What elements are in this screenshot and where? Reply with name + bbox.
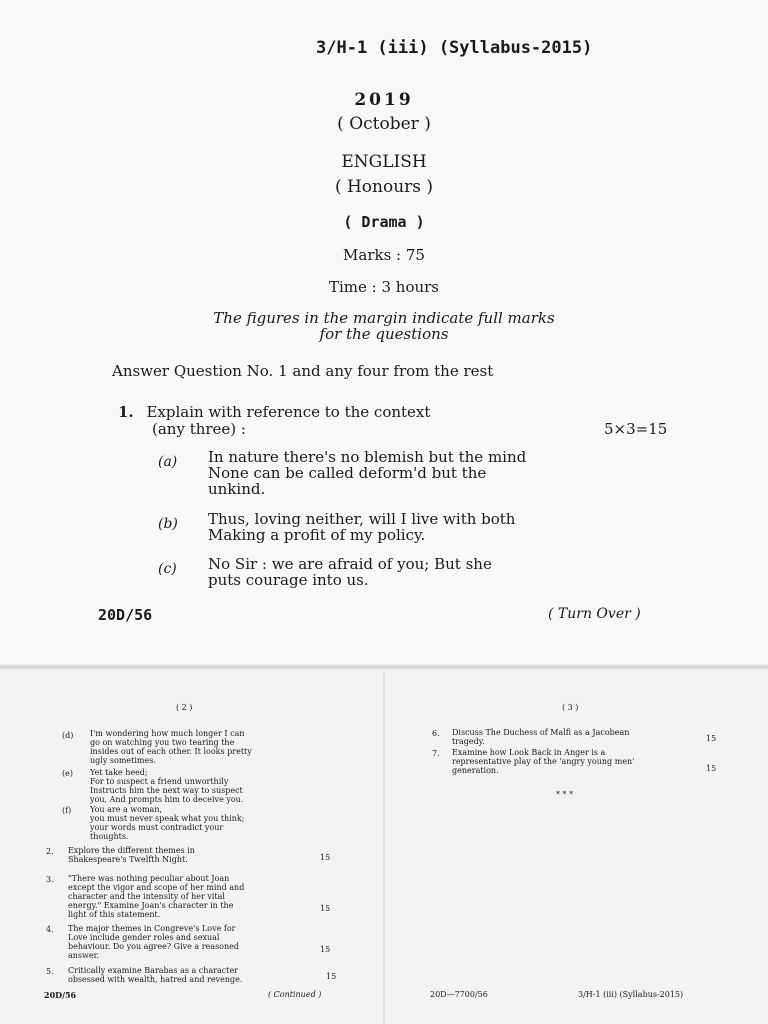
question-7-marks: 15 bbox=[706, 764, 717, 773]
total-marks: Marks : 75 bbox=[343, 246, 425, 264]
option-line: None can be called deform'd but the bbox=[208, 464, 487, 482]
question-5-marks: 15 bbox=[326, 972, 337, 981]
option-c bbox=[158, 555, 492, 589]
honours-label: ( Honours ) bbox=[334, 177, 434, 197]
option-b bbox=[158, 510, 516, 544]
page-number-2: ( 2 ) bbox=[176, 703, 193, 712]
paper-name: ( Drama ) bbox=[343, 213, 425, 231]
exam-time: Time : 3 hours bbox=[328, 278, 440, 296]
option-d: I'm wondering how much longer I can go on watching you two tearing the insides out of each other. It looks pretty ugly sometimes. bbox=[90, 729, 252, 765]
question-text: Explain with reference to the context bbox=[146, 403, 431, 421]
paper-code: 3/H-1 (iii) (Syllabus-2015) bbox=[316, 38, 593, 58]
option-line: Thus, loving neither, will I live with both bbox=[208, 510, 516, 528]
option-label: (a) bbox=[158, 454, 178, 470]
continued-label: ( Continued ) bbox=[268, 990, 322, 999]
question-7-number: 7. bbox=[432, 749, 440, 758]
turn-over: ( Turn Over ) bbox=[548, 606, 641, 622]
question-number: 1. bbox=[118, 403, 134, 421]
question-3: "There was nothing peculiar about Joan except the vigor and scope of her mind and character and the intensity of her vital energy." Examine Joan's character in the light of this statement. bbox=[68, 874, 245, 919]
question-2: Explore the different themes in Shakespeare's Twelfth Night. bbox=[68, 846, 195, 864]
option-line: Making a profit of my policy. bbox=[208, 526, 426, 544]
question-3-number: 3. bbox=[46, 875, 54, 884]
answer-note: Answer Question No. 1 and any four from the rest bbox=[112, 362, 494, 380]
center-divider bbox=[383, 672, 385, 1024]
question-text-2: (any three) : bbox=[152, 420, 246, 438]
exam-year: 2019 bbox=[354, 90, 414, 110]
exam-month: ( October ) bbox=[337, 114, 431, 134]
option-line: puts courage into us. bbox=[208, 571, 369, 589]
page-fold bbox=[0, 664, 768, 670]
option-line: No Sir : we are afraid of you; But she bbox=[208, 555, 492, 573]
option-f-label: (f) bbox=[62, 806, 72, 815]
option-a bbox=[158, 448, 527, 498]
right-footer-paper: 3/H-1 (iii) (Syllabus-2015) bbox=[578, 990, 684, 999]
option-line: In nature there's no blemish but the mind bbox=[208, 448, 527, 466]
question-5-number: 5. bbox=[46, 967, 54, 976]
question-2-marks: 15 bbox=[320, 853, 331, 862]
instruction-line2: for the questions bbox=[319, 325, 449, 343]
option-label: (c) bbox=[158, 561, 177, 577]
option-e-label: (e) bbox=[62, 769, 73, 778]
option-label: (b) bbox=[158, 516, 178, 532]
right-footer-code: 20D—7700/56 bbox=[430, 990, 488, 999]
question-5: Critically examine Barabas as a character obsessed with wealth, hatred and revenge. bbox=[68, 966, 243, 984]
instruction-line1: The figures in the margin indicate full marks bbox=[213, 309, 555, 327]
option-d-label: (d) bbox=[62, 731, 74, 740]
subject-title: ENGLISH bbox=[341, 152, 427, 172]
question-4: The major themes in Congreve's Love for Love include gender roles and sexual behaviour. Do you agree? Give a reasoned answer. bbox=[68, 924, 239, 960]
question-2-number: 2. bbox=[46, 847, 54, 856]
question-6-marks: 15 bbox=[706, 734, 717, 743]
question-7: Examine how Look Back in Anger is a representative play of the 'angry young men' generation. bbox=[452, 748, 635, 775]
option-line: unkind. bbox=[208, 480, 266, 498]
page-number-3: ( 3 ) bbox=[562, 703, 579, 712]
option-f: You are a woman, you must never speak what you think; your words must contradict your thoughts. bbox=[90, 805, 245, 841]
question-4-marks: 15 bbox=[320, 945, 331, 954]
end-mark: * * * bbox=[556, 790, 574, 799]
question-3-marks: 15 bbox=[320, 904, 331, 913]
question-1 bbox=[118, 404, 430, 438]
instruction bbox=[0, 310, 768, 342]
question-marks: 5×3=15 bbox=[604, 420, 668, 438]
footer-code: 20D/56 bbox=[98, 606, 153, 624]
question-4-number: 4. bbox=[46, 925, 54, 934]
question-6: Discuss The Duchess of Malfi as a Jacobean tragedy. bbox=[452, 728, 630, 746]
question-6-number: 6. bbox=[432, 729, 440, 738]
option-e: Yet take heed; For to suspect a friend unworthily Instructs him the next way to suspect you, And prompts him to deceive you. bbox=[90, 768, 244, 804]
left-footer-code: 20D/56 bbox=[44, 990, 77, 1000]
